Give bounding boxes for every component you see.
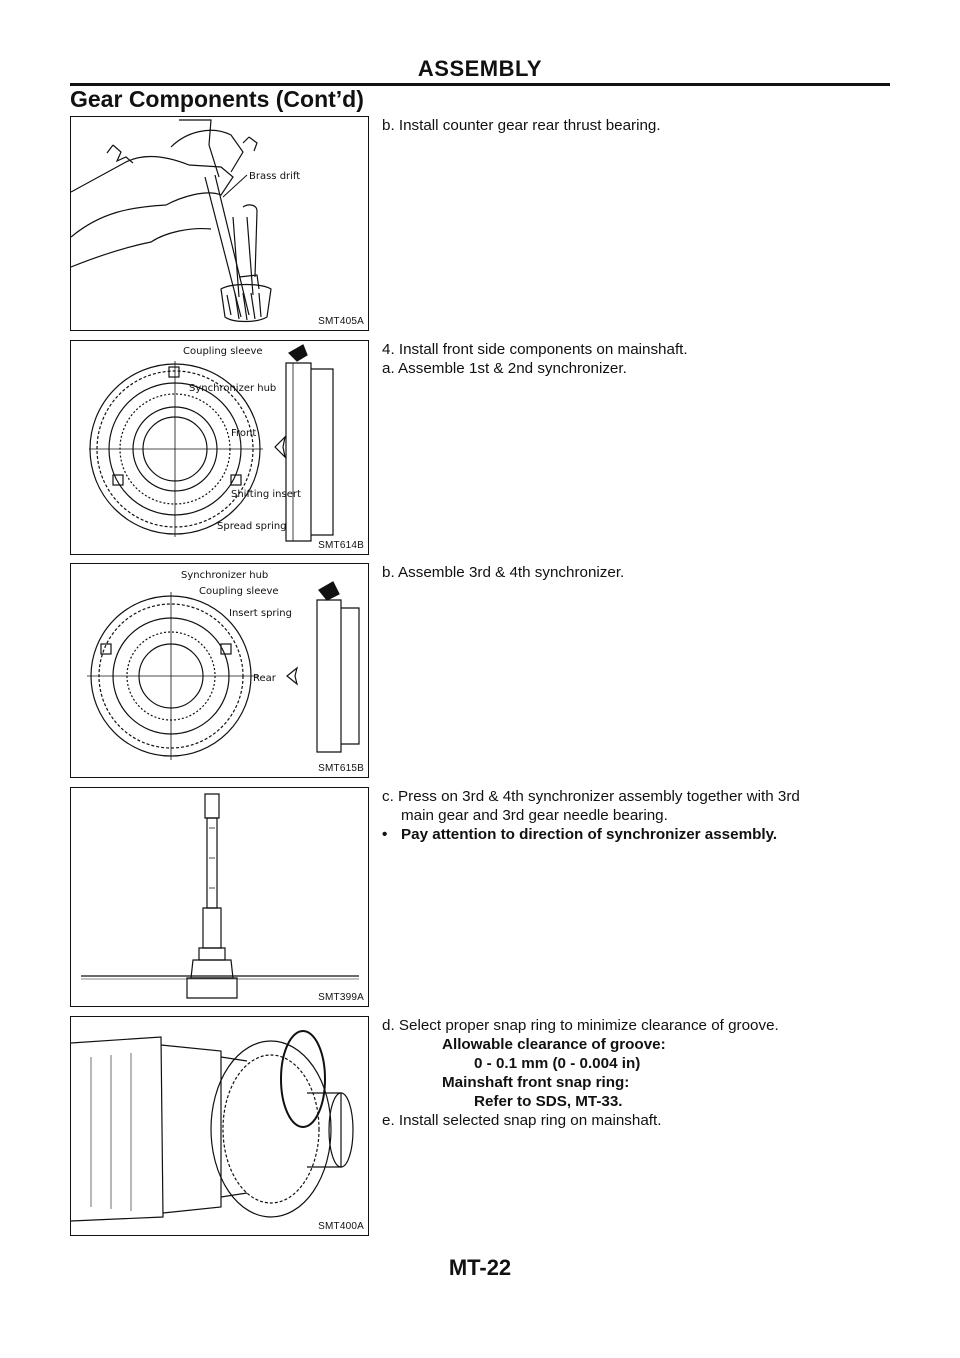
- figure-smt405a: [70, 116, 369, 331]
- step-install-rear-thrust-bearing: [382, 116, 892, 135]
- label-synchronizer-hub: Synchronizer hub: [189, 383, 277, 394]
- step-press-synchronizer-assembly: [382, 787, 892, 844]
- spec-label: Allowable clearance of groove:: [442, 1036, 666, 1053]
- page-title: Gear Components (Cont’d): [70, 86, 364, 112]
- step-install-front-components: [382, 340, 892, 378]
- label-insert-spring: Insert spring: [229, 608, 292, 619]
- step-select-snap-ring: [382, 1016, 892, 1130]
- step-text: b. Install counter gear rear thrust bearing.: [382, 117, 661, 134]
- bullet-symbol: •: [382, 826, 388, 843]
- figure-code: SMT399A: [318, 992, 364, 1003]
- label-spread-spring: Spread spring: [217, 521, 287, 532]
- step-text: 4. Install front side components on mainshaft.: [382, 341, 688, 358]
- illustration-1st-2nd-synchronizer: [71, 341, 368, 554]
- label-coupling-sleeve: Coupling sleeve: [199, 586, 279, 597]
- label-coupling-sleeve: Coupling sleeve: [183, 346, 263, 357]
- figure-smt400a: [70, 1016, 369, 1236]
- figure-smt615b: [70, 563, 369, 778]
- section-heading: ASSEMBLY: [417, 56, 543, 81]
- step-text: e. Install selected snap ring on mainshaft.: [382, 1112, 662, 1129]
- illustration-press-synchronizer: [71, 788, 368, 1006]
- figure-code: SMT614B: [318, 540, 364, 551]
- step-text: c. Press on 3rd & 4th synchronizer assembly together with 3rd: [382, 788, 800, 805]
- label-brass-drift: Brass drift: [249, 171, 301, 182]
- step-text: b. Assemble 3rd & 4th synchronizer.: [382, 564, 625, 581]
- illustration-3rd-4th-synchronizer: [71, 564, 368, 777]
- figure-code: SMT615B: [318, 763, 364, 774]
- label-front: Front: [231, 428, 257, 439]
- step-text: d. Select proper snap ring to minimize clearance of groove.: [382, 1017, 779, 1034]
- figure-code: SMT405A: [318, 316, 364, 327]
- figure-smt399a: [70, 787, 369, 1007]
- label-shifting-insert: Shifting insert: [231, 489, 301, 500]
- figure-smt614b: [70, 340, 369, 555]
- spec-label: Mainshaft front snap ring:: [442, 1074, 630, 1091]
- label-synchronizer-hub: Synchronizer hub: [181, 570, 269, 581]
- caution-text: Pay attention to direction of synchronizer assembly.: [401, 826, 778, 843]
- step-text: a. Assemble 1st & 2nd synchronizer.: [382, 360, 627, 377]
- caution-note: [382, 825, 892, 844]
- spec-value: Refer to SDS, MT-33.: [474, 1093, 623, 1110]
- label-rear: Rear: [253, 673, 276, 684]
- spec-value: 0 - 0.1 mm (0 - 0.004 in): [474, 1055, 641, 1072]
- step-assemble-3rd-4th: [382, 563, 892, 582]
- figure-code: SMT400A: [318, 1221, 364, 1232]
- step-text: main gear and 3rd gear needle bearing.: [401, 807, 668, 824]
- illustration-snap-ring: [71, 1017, 368, 1235]
- page-number: MT-22: [448, 1255, 512, 1280]
- illustration-brass-drift: [71, 117, 368, 330]
